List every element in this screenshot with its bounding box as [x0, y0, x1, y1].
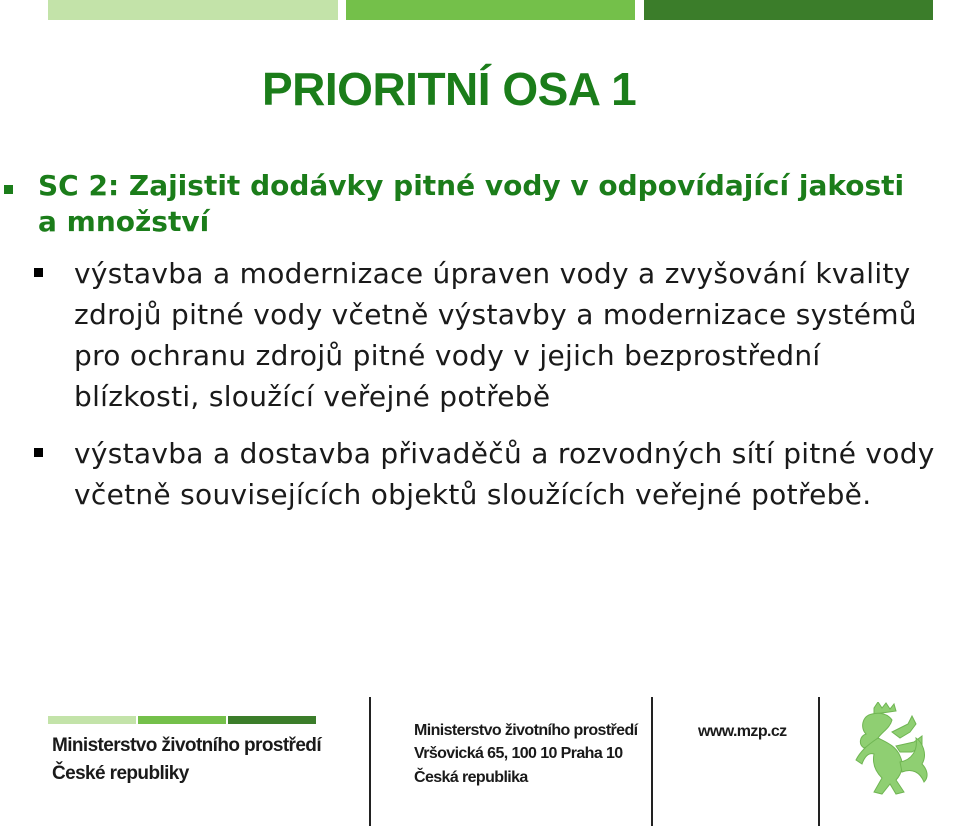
- list-item: [0, 253, 960, 417]
- sc-heading: SC 2: Zajistit dodávky pitné vody v odpovídající jakosti a množství: [38, 169, 905, 238]
- czech-lion-icon: [852, 702, 932, 798]
- square-bullet-icon: [34, 268, 43, 277]
- slide-title: PRIORITNÍ OSA 1: [262, 63, 637, 115]
- footer-website-link[interactable]: www.mzp.cz: [698, 723, 787, 740]
- top-bar-light: [48, 0, 338, 20]
- footer-divider: [651, 697, 653, 826]
- square-bullet-icon: [4, 185, 13, 194]
- footer-address-line2: Vršovická 65, 100 10 Praha 10: [414, 745, 623, 762]
- footer-address-line1: Ministerstvo životního prostředí: [414, 722, 638, 739]
- square-bullet-icon: [34, 448, 43, 457]
- top-bar-mid: [346, 0, 635, 20]
- footer-address-line3: Česká republika: [414, 769, 528, 786]
- bullet-list: [0, 253, 960, 515]
- list-item-text: výstavba a dostavba přivaděčů a rozvodných sítí pitné vody včetně souvisejících objektů sloužících veřejné potřebě.: [74, 437, 935, 511]
- footer-divider: [369, 697, 371, 826]
- footer-logo-line2: České republiky: [52, 763, 189, 784]
- footer-bar-light: [48, 716, 136, 724]
- list-item: [0, 433, 960, 515]
- footer-bar-dark: [228, 716, 316, 724]
- footer-logo-line1: Ministerstvo životního prostředí: [52, 735, 321, 756]
- list-item-text: výstavba a modernizace úpraven vody a zvyšování kvality zdrojů pitné vody včetně výstavby a modernizace systémů pro ochranu zdrojů pitné vody v jejich bezprostřední blízkosti, sloužící veřejné potřebě: [74, 257, 917, 413]
- footer-bar-mid: [138, 716, 226, 724]
- top-bar-dark: [644, 0, 933, 20]
- footer-divider: [818, 697, 820, 826]
